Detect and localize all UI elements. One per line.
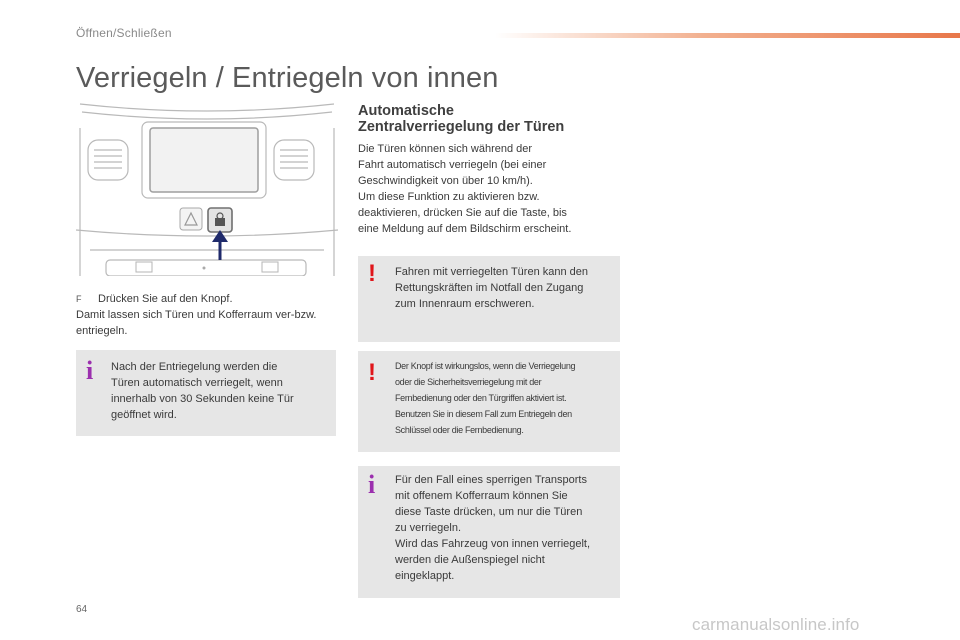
step-line-2: Damit lassen sich Türen und Kofferraum ver-bzw. entriegeln.: [76, 309, 317, 337]
info-box-right: [358, 466, 620, 598]
warning-box-2-text: Der Knopf ist wirkungslos, wenn die Verriegelung oder die Sicherheitsverriegelung mit der Fernbedienung oder den Türgriffen aktiviert ist. Benutzen Sie in diesem Fall zum Entriegeln den Schlüssel oder die Fernbedienung.: [395, 361, 576, 436]
dashboard-lock-button-illustration-icon: [76, 100, 338, 276]
page-number: 64: [76, 604, 88, 615]
warning-icon: !: [368, 359, 376, 386]
section-label: Öffnen/Schließen: [76, 26, 172, 40]
info-box-left-text: Nach der Entriegelung werden die Türen automatisch verriegelt, wenn innerhalb von 30 Sekunden keine Tür geöffnet wird.: [111, 361, 294, 421]
body-paragraph: Die Türen können sich während der Fahrt automatisch verriegeln (bei einer Geschwindigkeit von über 10 km/h). Um diese Funktion zu aktivieren bzw. deaktivieren, drücken Sie auf die Taste, bis eine Meldung auf dem Bildschirm erscheint.: [358, 143, 572, 235]
watermark: carmanualsonline.info: [692, 615, 860, 634]
step-instruction: [76, 291, 338, 339]
warning-icon: !: [368, 260, 376, 287]
warning-box-1: [358, 256, 620, 342]
page-title: Verriegeln / Entriegeln von innen: [76, 62, 499, 94]
info-icon: i: [368, 470, 376, 499]
info-box-right-text: Für den Fall eines sperrigen Transports mit offenem Kofferraum können Sie diese Taste drücken, um nur die Türen zu verriegeln. Wird das Fahrzeug von innen verriegelt, werden die Außenspiegel nicht eingeklappt.: [395, 474, 591, 582]
info-icon: i: [86, 356, 94, 385]
header-accent-bar: [495, 33, 960, 38]
warning-box-1-text: Fahren mit verriegelten Türen kann den Rettungskräften im Notfall den Zugang zum Innenraum erschweren.: [395, 266, 589, 310]
dashboard-illustration: [76, 100, 338, 276]
warning-box-2: [358, 351, 620, 452]
section-heading: Automatische Zentralverriegelung der Türen: [358, 103, 565, 135]
step-bullet: F: [76, 294, 82, 304]
step-line-1: Drücken Sie auf den Knopf.: [98, 293, 233, 305]
info-box-left: [76, 350, 336, 436]
